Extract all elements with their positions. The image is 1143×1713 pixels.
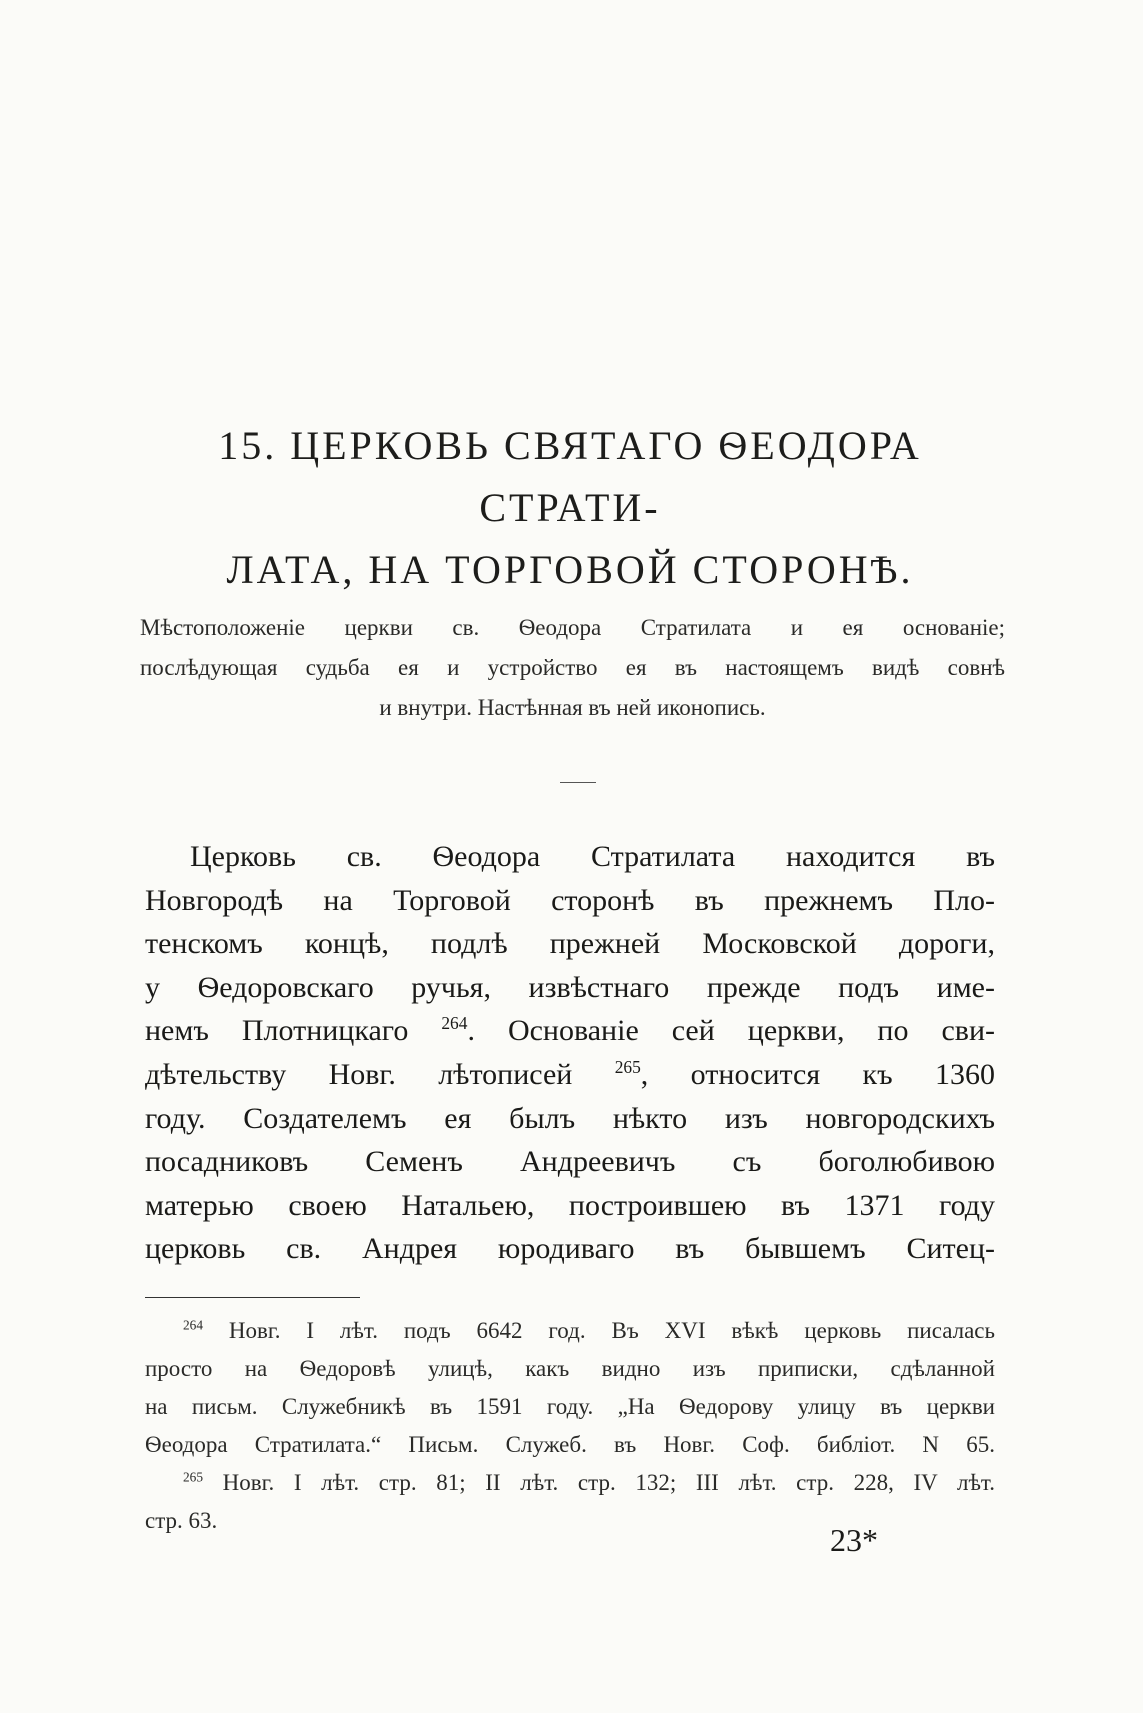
footnote-number: 264 bbox=[183, 1317, 203, 1333]
synopsis-line: Мѣстоположеніе церкви св. Ѳеодора Стратилата и ея основаніе; bbox=[140, 615, 1005, 640]
body-text bbox=[145, 835, 995, 1271]
footnote-line bbox=[145, 1312, 995, 1350]
chapter-heading-line-1: 15. ЦЕРКОВЬ СВЯТАГО ѲЕОДОРА СТРАТИ- bbox=[218, 423, 922, 530]
chapter-heading bbox=[130, 415, 1010, 601]
chapter-synopsis bbox=[140, 608, 1005, 728]
section-divider bbox=[560, 782, 596, 783]
signature-mark: 23* bbox=[830, 1522, 878, 1558]
body-line: году. Создателемъ ея былъ нѣкто изъ новгородскихъ bbox=[145, 1101, 995, 1135]
chapter-heading-line-2: ЛАТА, НА ТОРГОВОЙ СТОРОНѢ. bbox=[226, 547, 914, 592]
footnote-line: на письм. Служебникѣ въ 1591 году. „На Ѳедорову улицу въ церкви bbox=[145, 1394, 995, 1419]
body-line: у Ѳедоровскаго ручья, извѣстнаго прежде подъ име- bbox=[145, 970, 995, 1004]
body-line: тенскомъ концѣ, подлѣ прежней Московской дороги, bbox=[145, 927, 995, 961]
footnote-line: просто на Ѳедоровѣ улицѣ, какъ видно изъ приписки, сдѣланной bbox=[145, 1356, 995, 1381]
footnote-number: 265 bbox=[183, 1469, 203, 1485]
body-line: Новгородѣ на Торговой сторонѣ въ прежнемъ Пло- bbox=[145, 883, 995, 917]
body-line-text: , относится къ 1360 bbox=[640, 1057, 995, 1091]
synopsis-line: и внутри. Настѣнная въ ней иконопись. bbox=[379, 695, 766, 720]
body-line: Церковь св. Ѳеодора Стратилата находится въ bbox=[190, 840, 995, 873]
body-line bbox=[145, 1009, 995, 1053]
footnotes bbox=[145, 1312, 995, 1540]
footnote-text: Новг. I лѣт. подъ 6642 год. Въ XVI вѣкѣ церковь писалась bbox=[228, 1318, 995, 1343]
body-line: посадниковъ Семенъ Андреевичъ съ боголюбивою bbox=[145, 1145, 995, 1179]
footnote-text: Новг. I лѣт. стр. 81; II лѣт. стр. 132; III лѣт. стр. 228, IV лѣт. bbox=[222, 1470, 996, 1495]
body-line-text: . Основаніе сей церкви, по сви- bbox=[467, 1014, 995, 1048]
body-line bbox=[145, 1053, 995, 1097]
synopsis-line: послѣдующая судьба ея и устройство ея въ настоящемъ видѣ совнѣ bbox=[140, 655, 1005, 680]
body-line-text: дѣтельству Новг. лѣтописей bbox=[145, 1057, 615, 1091]
body-line: церковь св. Андрея юродиваго въ бывшемъ Ситец- bbox=[145, 1232, 995, 1266]
footnote-reference: 264 bbox=[441, 1013, 468, 1034]
footnote-rule bbox=[145, 1297, 360, 1298]
footnote-line: стр. 63. bbox=[145, 1508, 218, 1533]
body-line: матерью своею Натальею, построившею въ 1371 году bbox=[145, 1188, 995, 1222]
footnote-line: Ѳеодора Стратилата.“ Письм. Служеб. въ Новг. Соф. библіот. N 65. bbox=[145, 1432, 995, 1457]
body-line-text: немъ Плотницкаго bbox=[145, 1014, 442, 1048]
footnote-reference: 265 bbox=[614, 1056, 641, 1077]
footnote-line bbox=[145, 1464, 995, 1502]
